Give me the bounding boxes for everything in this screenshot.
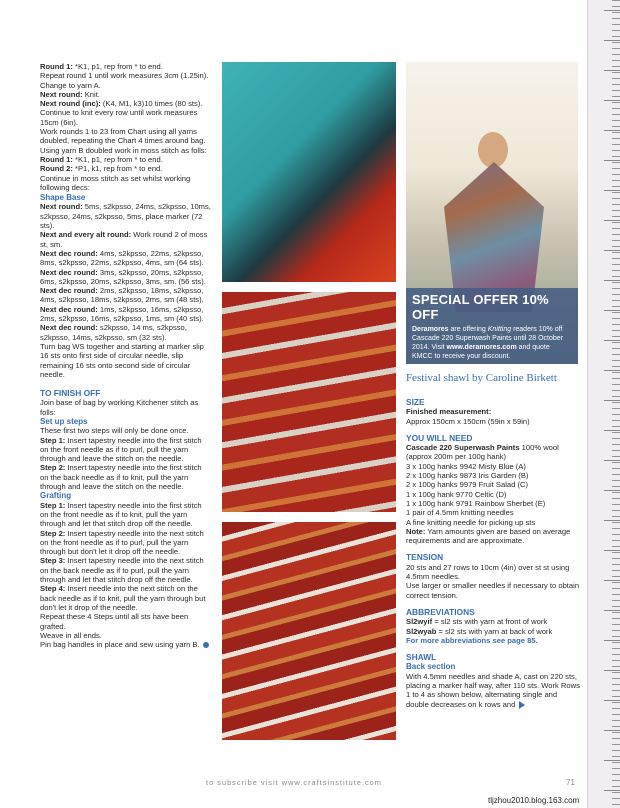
need-list xyxy=(406,462,582,527)
grafting-line-label: Step 4: xyxy=(40,584,66,594)
setup-line-text: Insert tapestry needle into the first stitch on the front needle as if to purl, pull the yarn through and leave the stitch on the needle. xyxy=(40,435,202,464)
note-label: Note: xyxy=(406,526,426,536)
need-item-text: 1 x 100g hank 9770 Celtic (D) xyxy=(406,489,507,499)
ruler-tick xyxy=(604,460,620,461)
instruction-line-text: Knit. xyxy=(82,89,100,99)
abbreviation-line xyxy=(406,627,582,636)
shape-line xyxy=(40,305,212,324)
setup-line-text: These first two steps will only be done once. xyxy=(40,426,189,436)
instruction-line-label: Round 1: xyxy=(40,154,73,164)
shape-line xyxy=(40,249,212,268)
shape-line-text: 1ms, s2kpsso, 16ms, s2kpsso, 2ms, s2kpsso, 16ms, s2kpsso, 1ms, sm (40 sts). xyxy=(40,304,204,324)
need-yarn-desc: 100% wool (approx 200m per 100g hank) xyxy=(406,443,559,462)
offer-text-2: readers 10% off Cascade 220 Superwash Paints until 28 October 2014. xyxy=(412,326,563,351)
setup-line xyxy=(40,436,212,464)
ruler-tick xyxy=(604,700,620,701)
special-offer-box xyxy=(406,288,578,364)
shape-line-label: Next dec round: xyxy=(40,323,98,333)
ruler-tick xyxy=(604,490,620,491)
need-item xyxy=(406,462,582,471)
instruction-line xyxy=(40,127,212,146)
grafting-line-text: Insert tapestry needle into the first stitch on the front needle as if to knit, pull the yarn through and let that stitch drop off the needle. xyxy=(40,500,202,529)
shape-line-text: Turn bag WS together and starting at marker slip 16 sts onto first side of circular needle, slip remaining 16 sts onto second side of circular needle. xyxy=(40,341,204,379)
ruler-tick xyxy=(604,790,620,791)
offer-magazine: Knitting xyxy=(487,326,512,333)
need-item-text: 1 x 100g hank 9791 Rainbow Sherbet (E) xyxy=(406,498,546,508)
shape-line xyxy=(40,202,212,230)
back-section-text xyxy=(406,672,582,709)
setup-line xyxy=(40,463,212,491)
shape-line-text: 2ms, s2kpsso, 18ms, s2kpsso, 4ms, s2kpsso, 18ms, s2kpsso, 2ms, sm (48 sts). xyxy=(40,286,204,305)
abbreviations-list xyxy=(406,617,582,636)
tension-line xyxy=(406,581,582,600)
grafting-line-text: Pin bag handles in place and sew using yarn B. xyxy=(40,640,200,650)
need-item xyxy=(406,518,582,527)
ruler-tick xyxy=(604,100,620,101)
ruler-tick xyxy=(604,430,620,431)
grafting-line xyxy=(40,501,212,529)
ruler-strip xyxy=(587,0,620,808)
end-bullet-icon xyxy=(203,642,209,648)
grafting-line-text: Insert tapestry needle into the next stitch on the back needle as if to purl, pull the yarn through and let that stitch drop off the needle. xyxy=(40,556,204,585)
setup-line-label: Step 2: xyxy=(40,463,66,473)
instruction-line xyxy=(40,99,212,108)
shape-line-label: Next and every alt round: xyxy=(40,230,132,240)
instruction-line xyxy=(40,62,212,71)
abbreviation-line-label: Sl2wyab xyxy=(406,626,437,636)
instruction-line-label: Round 1: xyxy=(40,62,73,71)
instruction-line-text: (K4, M1, k3)10 times (80 sts). xyxy=(100,99,203,109)
abbreviation-line-text: = sl2 sts with yarn at front of work xyxy=(432,617,548,627)
ruler-tick xyxy=(604,160,620,161)
round-instructions xyxy=(40,62,212,192)
offer-text-3: and quote KMCC to receive your discount. xyxy=(412,344,550,360)
need-item xyxy=(406,471,582,480)
ruler-tick xyxy=(604,670,620,671)
tension-line-text: Use larger or smaller needles if necessary to obtain correct tension. xyxy=(406,581,580,600)
shape-line-label: Next dec round: xyxy=(40,267,98,277)
note-text: Yarn amounts given are based on average requirements and are approximate. xyxy=(406,526,571,546)
offer-text xyxy=(412,325,572,361)
instruction-line-text: *K1, p1, rep from * to end. xyxy=(72,62,163,71)
ruler-tick xyxy=(604,730,620,731)
grafting-line xyxy=(40,529,212,557)
ruler-tick xyxy=(604,520,620,521)
instruction-line-text: Work rounds 1 to 23 from Chart using all yarns doubled, repeating the Chart 4 times around bag. xyxy=(40,127,206,146)
need-item xyxy=(406,499,582,508)
grafting-line-text: Insert tapestry needle into the next stitch on the front needle as if to purl, pull the yarn through but don't let it drop off the needle. xyxy=(40,528,204,557)
instruction-line xyxy=(40,146,212,155)
size-value: Approx 150cm x 150cm (59in x 59in) xyxy=(406,416,530,426)
grafting-line xyxy=(40,584,212,612)
size-label: Finished measurement: xyxy=(406,407,492,417)
ruler-tick xyxy=(604,550,620,551)
instruction-line xyxy=(40,164,212,173)
note xyxy=(406,527,582,546)
instruction-line xyxy=(40,155,212,164)
ruler-tick xyxy=(604,250,620,251)
ruler-tick xyxy=(604,310,620,311)
tension-line-text: 20 sts and 27 rows to 10cm (4in) over st st using 4.5mm needles. xyxy=(406,562,570,582)
shawl-heading: SHAWL xyxy=(406,652,437,663)
abbreviation-line xyxy=(406,617,582,626)
abbreviation-line-label: Sl2wyif xyxy=(406,617,433,627)
grafting-line-text: Insert needle into the next stitch on the back needle as if to knit, pull the yarn through but don't let it drop of the needle. xyxy=(40,584,206,612)
setup-line xyxy=(40,426,212,435)
shape-line-text: Work round 2 of moss st, sm. xyxy=(40,230,208,249)
ruler-tick xyxy=(604,220,620,221)
instruction-line xyxy=(40,81,212,90)
grafting-line-label: Step 3: xyxy=(40,556,66,566)
instruction-line xyxy=(40,174,212,193)
shape-line-label: Next dec round: xyxy=(40,304,98,314)
instruction-line-text: Continue in moss stitch as set whilst working following decs: xyxy=(40,173,191,192)
instruction-line-text: *P1, k1, rep from * to end. xyxy=(72,164,163,174)
ruler-tick xyxy=(604,340,620,341)
pattern-column-left xyxy=(40,62,212,649)
shape-line-text: 5ms, s2kpsso, 24ms, s2kpsso, 10ms, s2kpsso, 24ms, s2kpsso, 5ms, place marker (72 sts). xyxy=(40,202,211,231)
offer-visit: Visit xyxy=(431,344,447,351)
abbreviations-more: For more abbreviations see page 85. xyxy=(406,635,538,645)
need-yarn xyxy=(406,443,582,462)
instruction-line-text: *K1, p1, rep from * to end. xyxy=(72,154,163,164)
bag-handle-photo xyxy=(222,62,396,282)
tension-list xyxy=(406,563,582,600)
page-number: 71 xyxy=(566,778,575,787)
instruction-line-label: Next round: xyxy=(40,89,83,99)
grafting-line-text: Weave in all ends. xyxy=(40,630,102,640)
grafting-line xyxy=(40,612,212,631)
model-head xyxy=(478,132,508,168)
need-item xyxy=(406,480,582,489)
continue-arrow-icon xyxy=(519,701,525,709)
need-item-text: 1 pair of 4.5mm knitting needles xyxy=(406,508,514,518)
instruction-line-text: Change to yarn A. xyxy=(40,80,101,90)
ruler-tick xyxy=(604,610,620,611)
need-item-text: 3 x 100g hanks 9942 Misty Blue (A) xyxy=(406,461,526,471)
instruction-line xyxy=(40,71,212,80)
ruler-tick xyxy=(604,40,620,41)
ruler-tick xyxy=(604,280,620,281)
setup-instructions xyxy=(40,426,212,491)
finish-intro: Join base of bag by working Kitchener stitch as folls: xyxy=(40,398,199,417)
bag-knit-detail-photo xyxy=(222,292,396,512)
instruction-line-text: Using yarn B doubled work in moss stitch as folls: xyxy=(40,145,207,155)
size-heading: SIZE xyxy=(406,397,425,407)
ruler-tick xyxy=(604,640,620,641)
pattern-title: Festival shawl by Caroline Birkett xyxy=(406,372,557,384)
instruction-line-label: Next round (inc): xyxy=(40,99,101,109)
shape-line xyxy=(40,323,212,342)
instruction-line-text: Repeat round 1 until work measures 3cm (1.25in). xyxy=(40,71,209,81)
grafting-line-text: Repeat these 4 Steps until all sts have been grafted. xyxy=(40,612,189,631)
shape-line-text: 3ms, s2kpsso, 20ms, s2kpsso, 6ms, s2kpsso, 20ms, s2kpsso, 3ms, sm. (56 sts). xyxy=(40,267,206,286)
need-item xyxy=(406,508,582,517)
shape-line-text: s2kpsso, 14 ms, s2kpsso, s2kpsso, 14ms, s2kpsso, sm (32 sts). xyxy=(40,323,187,342)
grafting-line-label: Step 2: xyxy=(40,528,66,538)
ruler-tick xyxy=(604,580,620,581)
abbreviations-heading: ABBREVIATIONS xyxy=(406,606,475,617)
shape-line xyxy=(40,342,212,379)
shape-line-label: Next dec round: xyxy=(40,248,98,258)
setup-line-label: Step 1: xyxy=(40,435,66,445)
instruction-line xyxy=(40,90,212,99)
grafting-line xyxy=(40,640,212,649)
need-item-text: 2 x 100g hanks 9979 Fruit Salad (C) xyxy=(406,480,528,490)
instruction-line-text: Continue to knit every row until work measures 15cm (6in). xyxy=(40,108,198,127)
need-item xyxy=(406,490,582,499)
setup-heading: Set up steps xyxy=(40,416,88,426)
shape-line xyxy=(40,286,212,305)
abbreviation-line-text: = sl2 sts with yarn at back of work xyxy=(436,626,553,636)
shape-line-text: 4ms, s2kpsso, 22ms, s2kpsso, 8ms, s2kpsso, 22ms, s2kpsso, 4ms, sm (64 sts). xyxy=(40,248,204,268)
grafting-heading: Grafting xyxy=(40,491,72,501)
shape-line-label: Next round: xyxy=(40,202,83,212)
ruler-tick xyxy=(604,760,620,761)
subscribe-footer: to subscribe visit www.craftsinstitute.com xyxy=(206,778,382,787)
grafting-line xyxy=(40,631,212,640)
ruler-tick xyxy=(604,370,620,371)
ruler-tick xyxy=(604,190,620,191)
shape-line-label: Next dec round: xyxy=(40,286,98,296)
shape-base-instructions xyxy=(40,202,212,379)
instruction-line-label: Round 2: xyxy=(40,164,73,174)
shape-line xyxy=(40,230,212,249)
shape-base-heading: Shape Base xyxy=(40,193,86,203)
back-section-heading: Back section xyxy=(406,662,456,672)
ruler-tick xyxy=(604,70,620,71)
grafting-line xyxy=(40,556,212,584)
ruler-tick xyxy=(604,130,620,131)
shape-line xyxy=(40,268,212,287)
pattern-column-right xyxy=(406,398,582,709)
tension-heading: TENSION xyxy=(406,552,444,563)
offer-text-1: are offering xyxy=(448,326,488,333)
tension-line xyxy=(406,563,582,582)
need-item-text: A fine knitting needle for picking up sts xyxy=(406,517,536,527)
bag-fairisle-detail-photo xyxy=(222,522,396,740)
grafting-line-label: Step 1: xyxy=(40,500,66,510)
offer-url[interactable]: www.deramores.com xyxy=(446,344,517,351)
ruler-tick xyxy=(604,10,620,11)
need-yarn-name: Cascade 220 Superwash Paints xyxy=(406,443,520,453)
grafting-instructions xyxy=(40,501,212,650)
finish-heading: TO FINISH OFF xyxy=(40,388,101,399)
ruler-tick xyxy=(604,400,620,401)
offer-brand: Deramores xyxy=(412,326,449,333)
need-item-text: 2 x 100g hanks 9873 Iris Garden (B) xyxy=(406,471,529,481)
offer-title: SPECIAL OFFER 10% OFF xyxy=(412,292,549,322)
back-text: With 4.5mm needles and shade A, cast on 220 sts, placing a marker half way, after 110 sts. Work Rows 1 to 4 as shown below, alternating single and double decreases on k rows and xyxy=(406,671,580,709)
watermark: tljzhou2010.blog.163.com xyxy=(488,796,580,805)
instruction-line xyxy=(40,108,212,127)
setup-line-text: Insert tapestry needle into the first stitch on the back needle as if to knit, pull the yarn through and leave the stitch on the needle. xyxy=(40,463,202,492)
need-heading: YOU WILL NEED xyxy=(406,432,473,443)
